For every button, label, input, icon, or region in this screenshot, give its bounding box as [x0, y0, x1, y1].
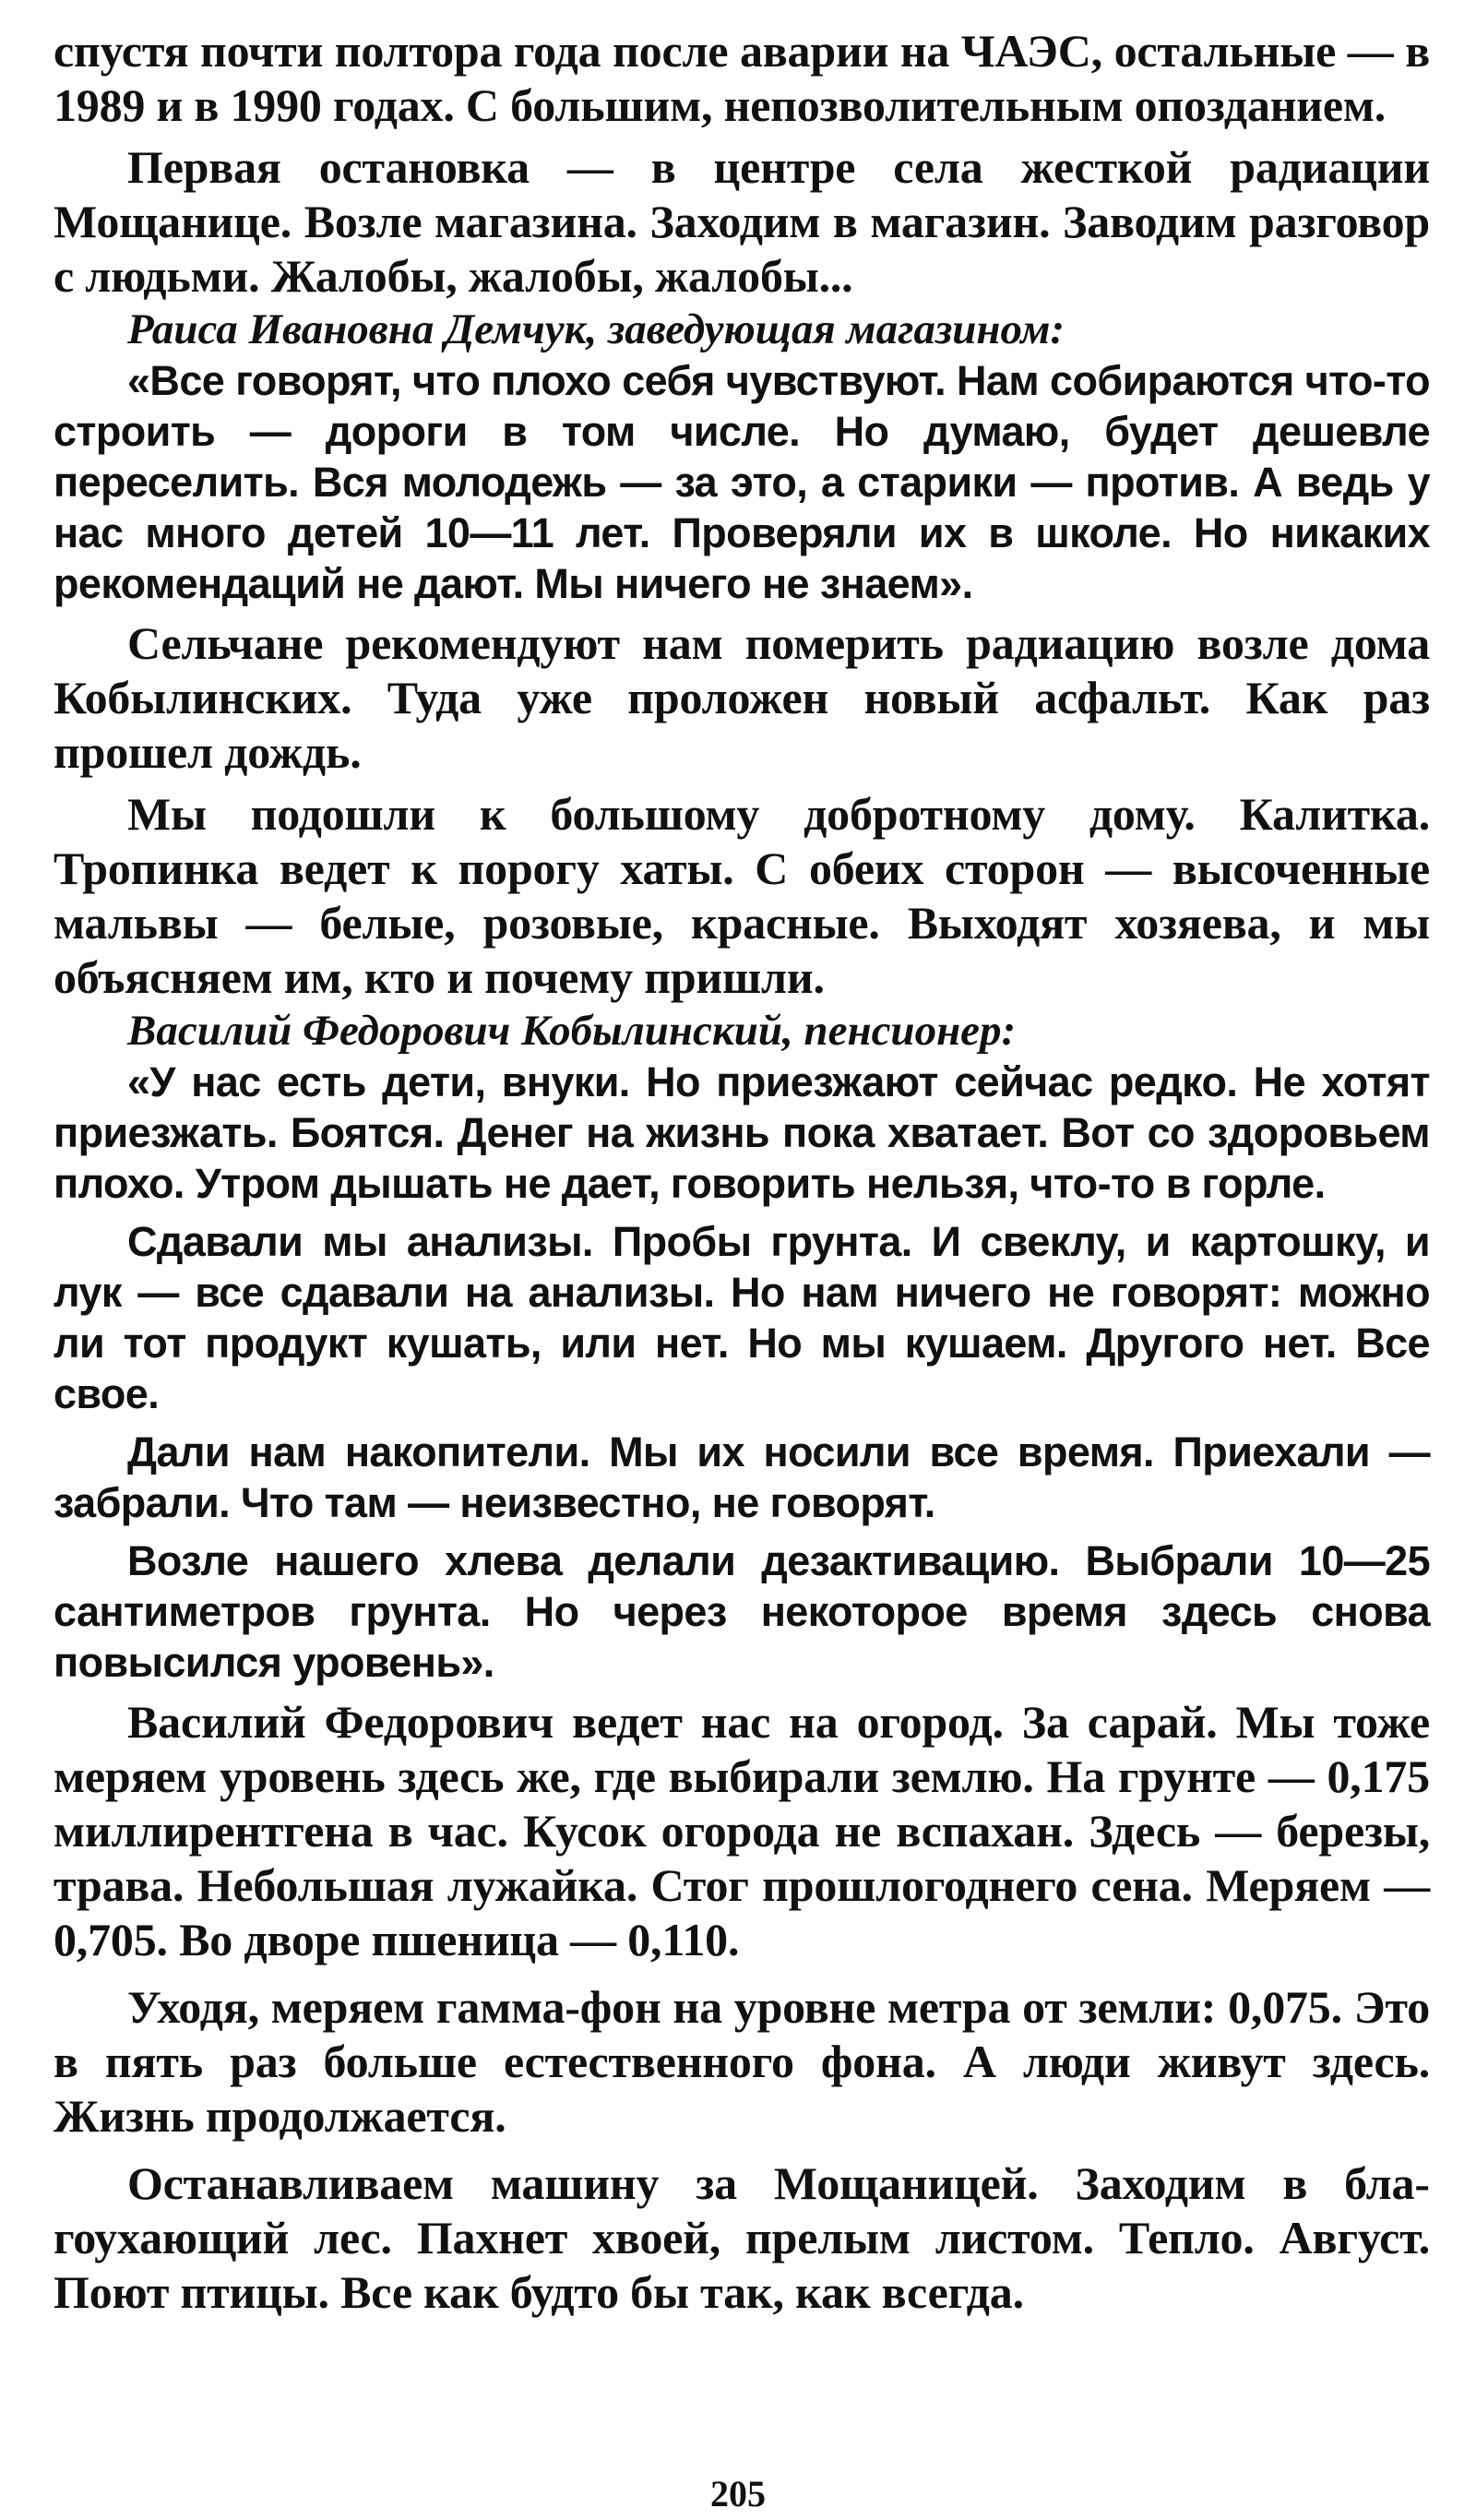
paragraph-first-stop: Первая остановка — в центре села жесткой радиации Мощанице. Возле магазина. Заходим в магазин. Заводим разговор с людьми. Жалобы, жалобы, жалобы...: [54, 141, 1430, 302]
book-page: [54, 24, 1430, 2506]
attribution-demchuk: Раиса Ивановна Демчук, заведующая магазином:: [127, 305, 1065, 353]
quote-kobylinsky-2: Сдавали мы анализы. Пробы грунта. И свеклу, и картошку, и лук — все сдавали на анализы. Но нам ничего не говорят: можно ли тот продукт кушать, или нет. Но мы кушаем. Другого нет. Все свое.: [54, 1218, 1430, 1417]
quote-kobylinsky-3: Дали нам накопители. Мы их носили все время. Приехали — забрали. Что там — неизвестно, не говорят.: [54, 1428, 1430, 1526]
quote-kobylinsky-1: «У нас есть дети, внуки. Но приезжают сейчас редко. Не хотят приезжать. Боятся. Денег на жизнь пока хватает. Вот со здоровьем плохо. Утром дышать не дает, говорить нельзя, что-то в горле.: [54, 1058, 1430, 1207]
paragraph-forest: Останавливаем машину за Мощаницей. Заходим в благоухающий лес. Пахнет хвоей, прелым листом. Тепло. Август. Поют птицы. Все как будто бы так, как всегда.: [54, 2157, 1430, 2318]
paragraph-garden: Василий Федорович ведет нас на огород. За сарай. Мы тоже меряем уровень здесь же, где выбирали землю. На грунте — 0,175 миллирентгена в час. Кусок огорода не вспахан. Здесь — березы, трава. Небольшая лужайка. Стог прошлогоднего сена. Меряем — 0,705. Во дворе пшеница — 0,110.: [54, 1696, 1430, 1965]
paragraph-gamma: Уходя, меряем гамма-фон на уровне метра от земли: 0,075. Это в пять раз больше естественного фона. А люди живут здесь. Жизнь продолжается.: [54, 1981, 1430, 2142]
page-number: 205: [710, 2473, 766, 2514]
paragraph-villagers: Сельчане рекомендуют нам померить радиацию возле дома Кобылинских. Туда уже проложен новый асфальт. Как раз прошел дождь.: [54, 617, 1430, 778]
paragraph-continuation: спустя почти полтора года после аварии на ЧАЭС, остальные — в 1989 и в 1990 годах. С большим, непозволительным опозданием.: [54, 25, 1430, 131]
quote-kobylinsky-4: Возле нашего хлева делали дезактивацию. Выбрали 10—25 сантиметров грунта. Но через некоторое время здесь снова повысился уровень».: [54, 1537, 1430, 1686]
quote-demchuk: «Все говорят, что плохо себя чувствуют. Нам собираются что-то строить — дороги в том числе. Но думаю, будет дешевле переселить. Вся молодежь — за это, а старики — против. А ведь у нас много детей 10—11 лет. Проверяли их в школе. Но никаких рекомендаций не дают. Мы ничего не знаем».: [54, 357, 1430, 607]
paragraph-house: Мы подошли к большому добротному дому. Калитка. Тропинка ведет к порогу хаты. С обеих сторон — высоченные мальвы — белые, розовые, красные. Выходят хозяева, и мы объясняем им, кто и почему пришли.: [54, 788, 1430, 1003]
attribution-kobylinsky: Василий Федорович Кобылинский, пенсионер:: [127, 1007, 1017, 1055]
